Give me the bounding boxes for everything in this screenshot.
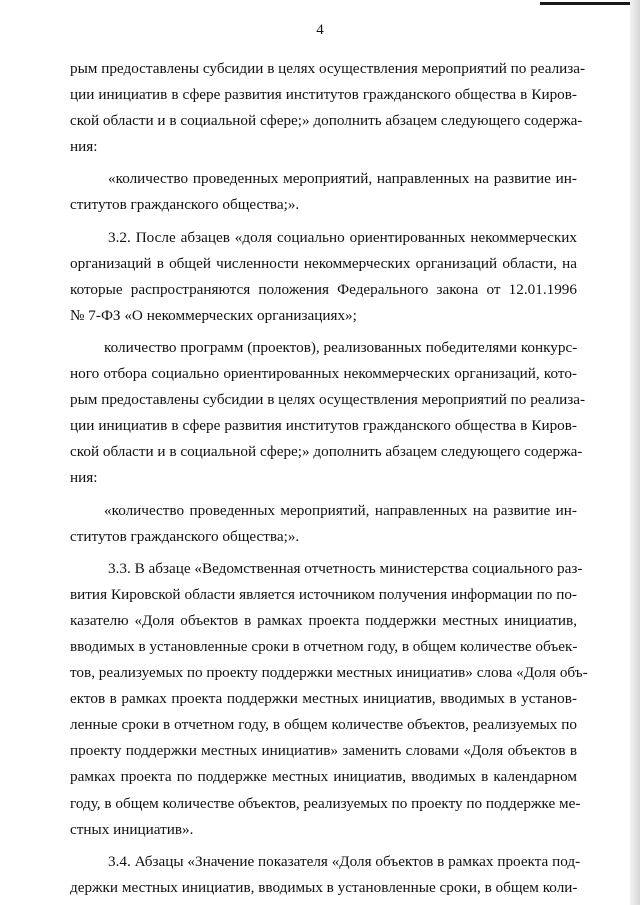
text-line: № 7-ФЗ «О некоммерческих организациях»;	[70, 306, 357, 324]
text-line: 3.3. В абзаце «Ведомственная отчетность министерства социального раз-	[108, 559, 583, 577]
text-line: вития Кировской области является источником получения информации по по-	[70, 585, 577, 603]
text-line: тов, реализуемых по проекту поддержки местных инициатив» слова «Доля объ-	[70, 664, 588, 682]
text-line: ской области и в социальной сфере;» дополнить абзацем следующего содержа-	[70, 443, 583, 461]
text-line: ного отбора социально ориентированных некоммерческих организаций, кото-	[70, 365, 577, 383]
text-line: казателю «Доля объектов в рамках проекта поддержки местных инициатив,	[70, 611, 577, 629]
text-line: году, в общем количестве объектов, реализуемых по проекту по поддержке ме-	[70, 794, 581, 812]
text-line: рым предоставлены субсидии в целях осуществления мероприятий по реализа-	[70, 60, 586, 77]
text-line: ской области и в социальной сфере;» дополнить абзацем следующего содержа-	[70, 112, 583, 130]
text-line: рамках проекта по поддержке местных инициатив, вводимых в календарном	[70, 768, 577, 786]
text-line: стных инициатив».	[70, 820, 194, 838]
text-line: ния:	[70, 138, 98, 156]
text-line: организаций в общей численности некоммерческих организаций области, на	[70, 254, 577, 272]
text-line: 3.4. Абзацы «Значение показателя «Доля объектов в рамках проекта под-	[108, 852, 581, 870]
text-line: ции инициатив в сфере развития институтов гражданского общества в Киров-	[70, 417, 577, 435]
page-number: 4	[316, 22, 324, 38]
text-line: количество программ (проектов), реализованных победителями конкурс-	[104, 338, 578, 356]
text-line: 3.2. После абзацев «доля социально ориентированных некоммерческих	[108, 228, 577, 246]
text-line: держки местных инициатив, вводимых в установленные сроки, в общем коли-	[70, 878, 578, 896]
document-body	[70, 56, 588, 901]
scan-edge-right	[630, 0, 640, 905]
text-line: ектов в рамках проекта поддержки местных инициатив, вводимых в установ-	[70, 690, 577, 708]
text-line: «количество проведенных мероприятий, направленных на развитие ин-	[104, 501, 577, 519]
text-line: ции инициатив в сфере развития институтов гражданского общества в Киров-	[70, 86, 577, 104]
text-line: ленные сроки в отчетном году, в общем количестве объектов, реализуемых по	[70, 716, 577, 734]
text-line: ния:	[70, 469, 98, 487]
text-line: проекту поддержки местных инициатив» заменить словами «Доля объектов в	[70, 742, 577, 760]
text-line: вводимых в установленные сроки в отчетном году, в общем количестве объек-	[70, 637, 578, 655]
text-line: ститутов гражданского общества;».	[70, 527, 300, 545]
text-line: «количество проведенных мероприятий, направленных на развитие ин-	[108, 170, 577, 188]
text-line: рым предоставлены субсидии в целях осуществления мероприятий по реализа-	[70, 391, 586, 409]
text-line: которые распространяются положения Федерального закона от 12.01.1996	[70, 280, 577, 298]
text-line: ститутов гражданского общества;».	[70, 196, 300, 214]
scan-edge-top	[540, 2, 636, 5]
